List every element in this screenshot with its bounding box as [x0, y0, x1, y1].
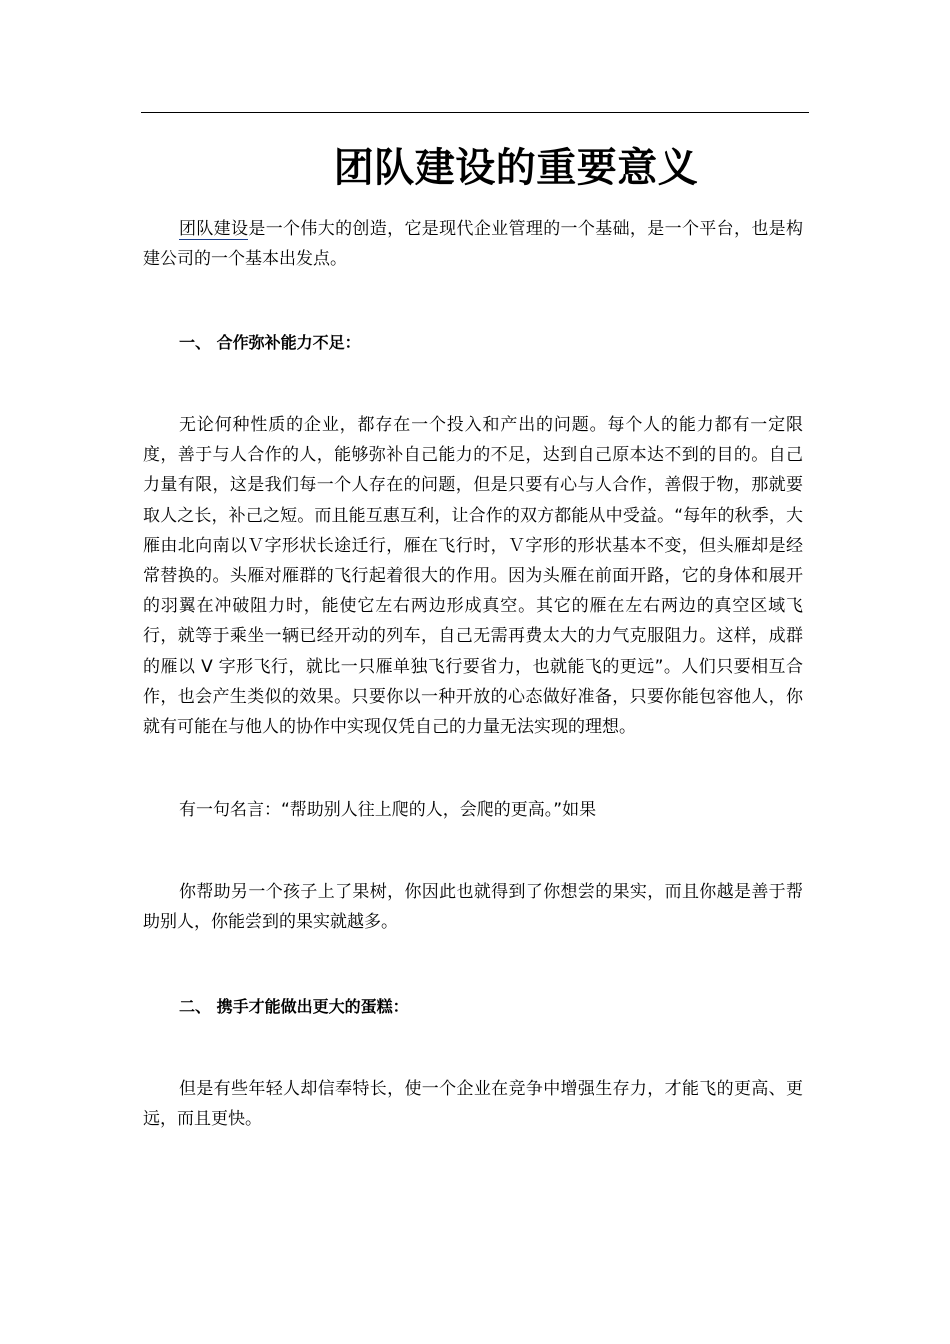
intro-text: 是一个伟大的创造，它是现代企业管理的一个基础，是一个平台，也是构建公司的一个基本出发点。 [143, 219, 804, 270]
intro-paragraph [143, 214, 803, 274]
team-building-link[interactable]: 团队建设 [179, 219, 249, 239]
followup-paragraph: 你帮助另一个孩子上了果树，你因此也就得到了你想尝的果实，而且你越是善于帮助别人，你能尝到的果实就越多。 [143, 882, 803, 933]
section-1-heading: 一、 合作弥补能力不足： [179, 333, 361, 352]
quote-paragraph: 有一句名言：“帮助别人往上爬的人，会爬的更高。”如果 [179, 800, 597, 820]
section-2-heading: 二、 携手才能做出更大的蛋糕： [179, 997, 409, 1016]
section-1-paragraph: 无论何种性质的企业，都存在一个投入和产出的问题。每个人的能力都有一定限度，善于与人合作的人，能够弥补自己能力的不足，达到自己原本达不到的目的。自己力量有限，这是我们每一个人存在的问题，但是只要有心与人合作，善假于物，那就要取人之长，补己之短。而且能互惠互利，让合作的双方都能从中受益。“每年的秋季，大雁由北向南以Ｖ字形状长途迁行，雁在飞行时，Ｖ字形的形状基本不变，但头雁却是经常替换的。头雁对雁群的飞行起着很大的作用。因为头雁在前面开路，它的身体和展开的羽翼在冲破阻力时，能使它左右两边形成真空。其它的雁在左右两边的真空区域飞行，就等于乘坐一辆已经开动的列车，自己无需再费太大的力气克服阻力。这样，成群的雁以 V 字形飞行，就比一只雁单独飞行要省力，也就能飞的更远”。人们只要相互合作，也会产生类似的效果。只要你以一种开放的心态做好准备，只要你能包容他人，你就有可能在与他人的协作中实现仅凭自己的力量无法实现的理想。 [143, 415, 803, 738]
section-2-paragraph: 但是有些年轻人却信奉特长，使一个企业在竞争中增强生存力，才能飞的更高、更远，而且更快。 [143, 1079, 803, 1130]
document-title: 团队建设的重要意义 [333, 144, 699, 191]
header-rule [141, 112, 809, 113]
